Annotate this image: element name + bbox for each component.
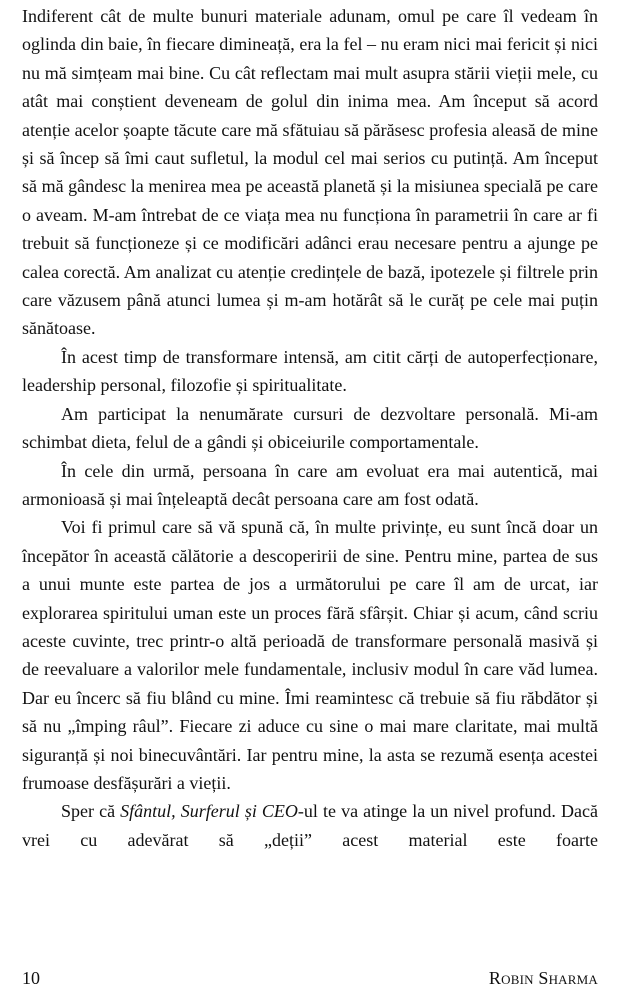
paragraph-1: Indiferent cât de multe bunuri materiale adunam, omul pe care îl vedeam în oglinda din baie, în fiecare dimineață, era la fel – nu eram nici mai fericit și nici nu mă simțeam mai bine. Cu cât reflectam mai mult asupra stării vieții mele, cu atât mai conștient deveneam de golul din inima mea. Am început să acord atenție acelor șoapte tăcute care mă sfătuiau să părăsesc profesia aleasă de mine și să încep să îmi caut sufletul, la modul cel mai serios cu putință. Am început să mă gândesc la menirea mea pe această planetă și la misiunea specială pe care o aveam. M-am întrebat de ce viața mea nu funcționa în parametrii în care ar fi trebuit să funcționeze și ce modificări adânci erau necesare pentru a ajunge pe calea corectă. Am analizat cu atenție credințele de bază, ipotezele și filtrele prin care văzusem până atunci lumea și m-am hotărât să le curăț pe cele mai puțin sănătoase.: [22, 6, 598, 339]
paragraph-6-end: -ul te va atinge la un nivel profund. Dacă vrei cu adevărat să „deții” acest material este foarte: [22, 801, 598, 850]
body-text: [22, 2, 598, 854]
running-footer-author: Robin Sharma: [488, 968, 598, 988]
paragraph-6-start: Sper că: [61, 801, 121, 822]
paragraph-3: Am participat la nenumărate cursuri de dezvoltare personală. Mi-am schimbat dieta, felul de a gândi și obiceiurile comportamentale.: [22, 403, 598, 453]
paragraph-2: În acest timp de transformare intensă, am citit cărți de autoperfecționare, leadership personal, filozofie și spiritualitate.: [22, 346, 598, 396]
paragraph-4: În cele din urmă, persoana în care am evoluat era mai autentică, mai armonioasă și mai înțeleaptă decât persoana care am fost odată.: [22, 460, 598, 509]
page-footer: [22, 968, 598, 992]
paragraph-5: Voi fi primul care să vă spună că, în multe privințe, eu sunt încă doar un începător în această călătorie a descoperirii de sine. Pentru mine, partea de sus a unui munte este partea de jos a următorului pe care îl am de urcat, iar explorarea spiritului uman este un proces fără sfârșit. Chiar și acum, când scriu aceste cuvinte, trec printr-o altă perioadă de transformare personală masivă și de reevaluare a valorilor mele fundamentale, inclusiv modul în care văd lumea. Dar eu încerc să fiu blând cu mine. Îmi reamintesc că trebuie să fiu răbdător și să nu „împing râul”. Fiecare zi aduce cu sine o mai mare claritate, mai multă siguranță și noi binecuvântări. Iar pentru mine, la asta se rezumă esența acestei frumoase desfășurări a vieții.: [22, 517, 598, 793]
paragraph-6: [22, 797, 598, 854]
book-title: Sfântul, Surferul și CEO: [120, 801, 298, 822]
page-number: 10: [22, 968, 40, 988]
